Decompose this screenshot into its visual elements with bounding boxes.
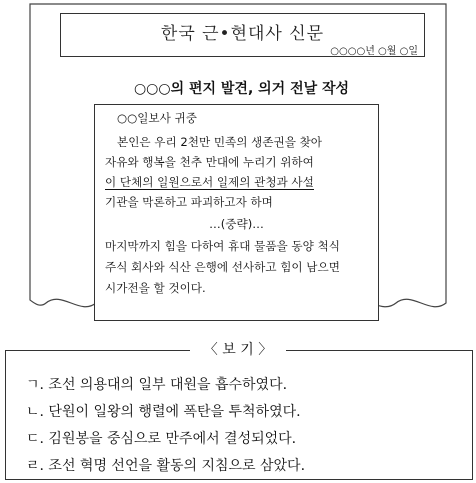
boki-item: ㄹ. 조선 혁명 선언을 활동의 지침으로 삼았다. [26,458,306,474]
letter-line: 시가전을 할 것이다. [105,281,206,295]
boki-item: ㄱ. 조선 의용대의 일부 대원을 흡수하였다. [26,377,288,393]
letter-line: 본인은 우리 2천만 민족의 생존권을 찾아 [117,135,322,149]
headline: ○○○의 편지 발견, 의거 전날 작성 [133,81,350,97]
boki-title: 〈 보 기 〉 [190,339,286,359]
newspaper-date: ○○○○년 ○월 ○일 [330,46,418,57]
boki-item: ㄷ. 김원봉을 중심으로 만주에서 결성되었다. [26,431,297,447]
letter-line: 주식 회사와 식산 은행에 선사하고 힘이 남으면 [105,260,340,274]
newspaper-title: 한국 근•현대사 신문 [160,24,325,44]
letter-line: 자유와 행복을 천추 만대에 누리기 위하여 [105,155,314,169]
masthead [60,13,425,57]
underlined-text: 이 단체의 일원으로서 일제의 관청과 사설 [105,175,314,189]
letter-box [94,104,379,321]
letter-line: ○○일보사 귀중 [117,111,197,125]
letter-line: 마지막까지 힘을 다하여 휴대 물품을 동양 척식 [105,239,340,253]
letter-line: 기관을 막론하고 파괴하고자 하며 [105,195,273,209]
boki-item: ㄴ. 단원이 일왕의 행렬에 폭탄을 투척하였다. [26,404,301,420]
letter-line: …(중략)… [209,217,264,231]
letter-line [105,173,314,193]
boki-box [5,350,473,480]
